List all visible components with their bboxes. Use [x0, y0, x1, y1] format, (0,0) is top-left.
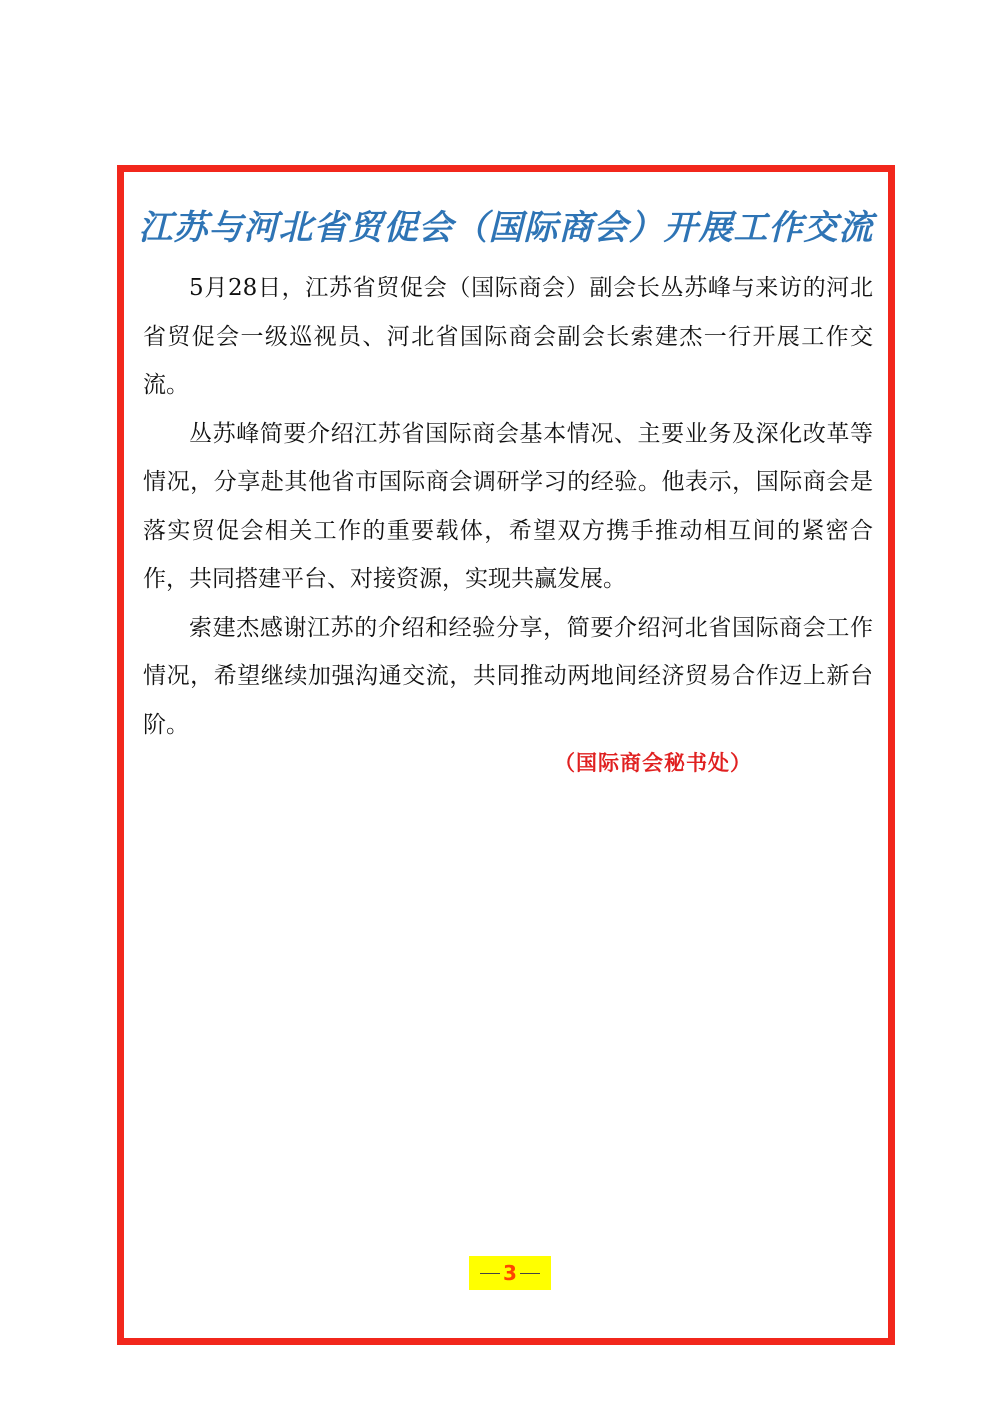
paragraph-intro: 5月28日，江苏省贸促会（国际商会）副会长丛苏峰与来访的河北省贸促会一级巡视员、河北省国际商会副会长索建杰一行开展工作交流。 [143, 275, 873, 398]
paragraph-hebei-remarks: 索建杰感谢江苏的介绍和经验分享，简要介绍河北省国际商会工作情况，希望继续加强沟通交流，共同推动两地间经济贸易合作迈上新台阶。 [143, 614, 873, 738]
dash-left-icon [480, 1273, 500, 1274]
source-attribution: （国际商会秘书处） [554, 750, 752, 775]
paragraph-jiangsu-remarks: 丛苏峰简要介绍江苏省国际商会基本情况、主要业务及深化改革等情况，分享赴其他省市国际商会调研学习的经验。他表示，国际商会是落实贸促会相关工作的重要载体，希望双方携手推动相互间的紧密合作，共同搭建平台、对接资源，实现共赢发展。 [143, 420, 873, 592]
article-title: 江苏与河北省贸促会（国际商会）开展工作交流 [138, 208, 874, 248]
page-border-frame [117, 165, 895, 1345]
page-number-badge [469, 1256, 551, 1290]
page-number: 3 [503, 1261, 517, 1285]
dash-right-icon [520, 1273, 540, 1274]
article-body [143, 264, 873, 749]
